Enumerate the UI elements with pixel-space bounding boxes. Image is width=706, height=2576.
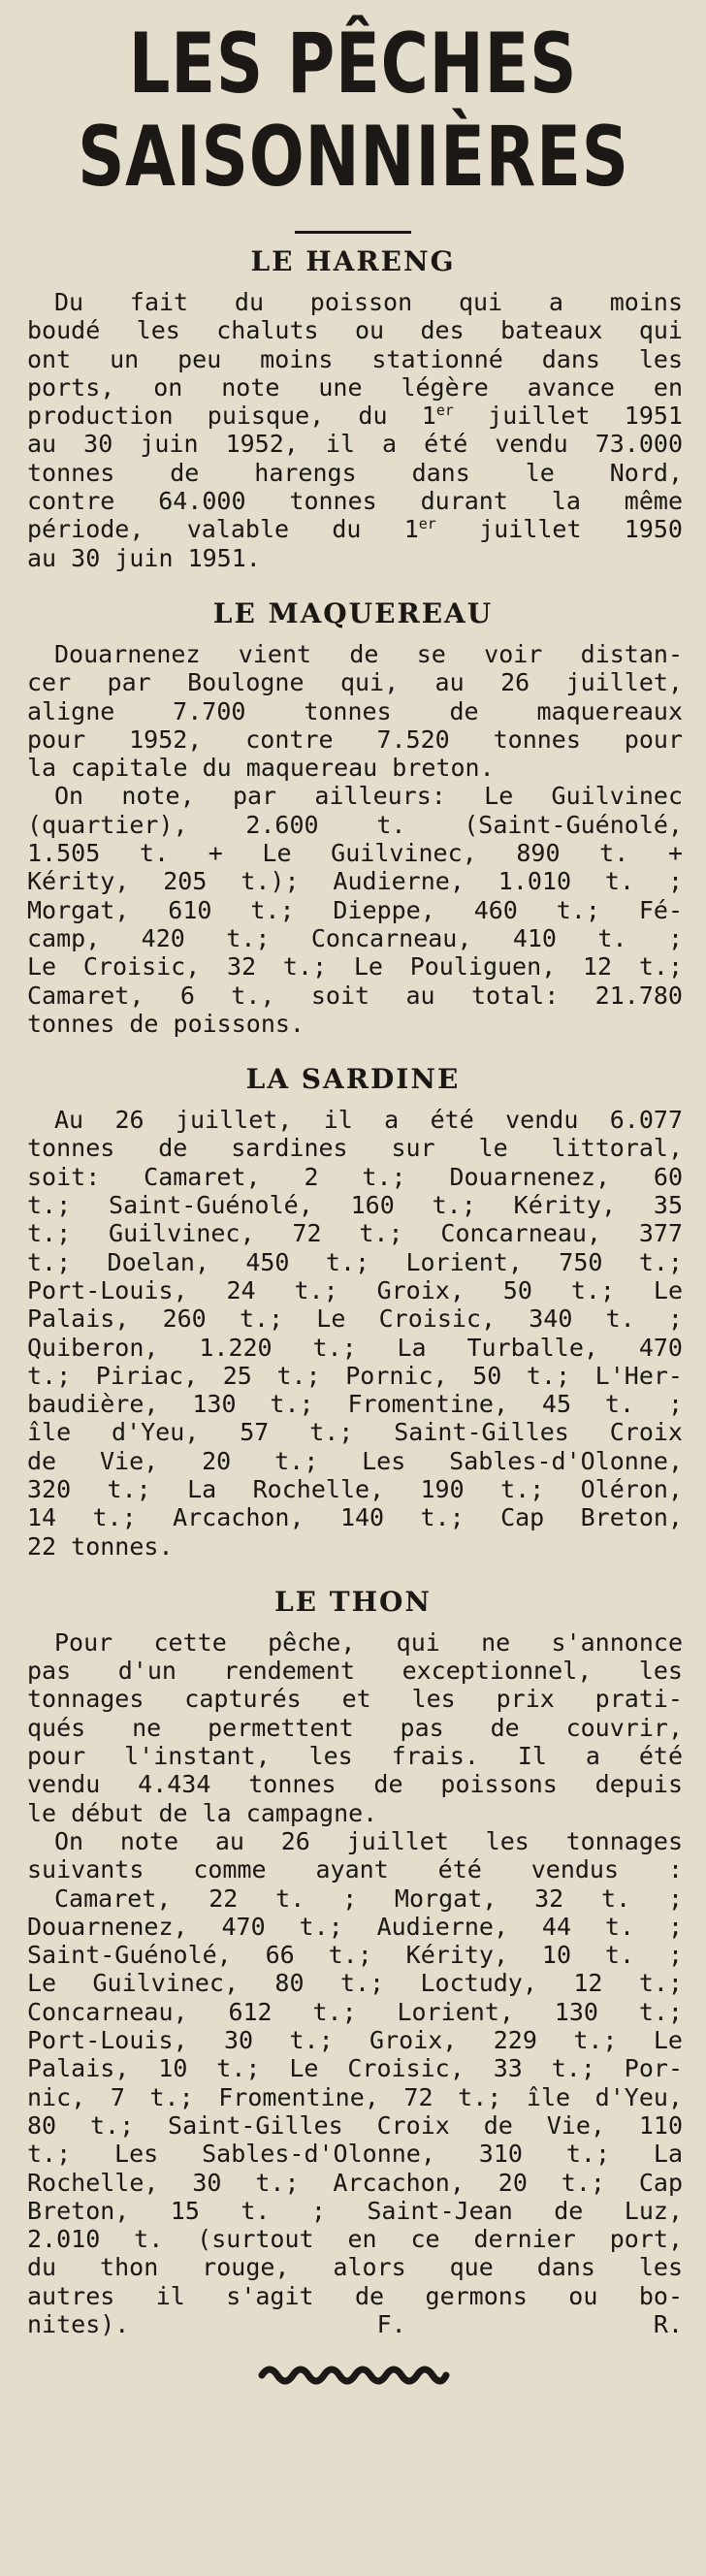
text-line: t.; Guilvinec, 72 t.; Concarneau, 377 [27,1219,683,1248]
text-line: ont un peu moins stationné dans les [27,344,683,373]
text-line-signature: nites). F. R. [27,2310,683,2338]
text-line: Saint-Guénolé, 66 t.; Kérity, 10 t. ; [27,1941,683,1970]
text-line: Camaret, 22 t. ; Morgat, 32 t. ; [54,1884,683,1913]
text-line: Breton, 15 t. ; Saint-Jean de Luz, [27,2196,683,2225]
section-sardine [0,1063,706,1561]
text-line: au 30 juin 1952, il a été vendu 73.000 [27,430,683,459]
text-line: Kérity, 205 t.); Audierne, 1.010 t. ; [27,867,683,896]
title-line-1: LES PÊCHES [128,16,578,113]
text-line: 22 tonnes. [27,1531,174,1561]
text-line: au 30 juin 1951. [27,543,261,572]
text-line: la capitale du maquereau breton. [27,754,495,783]
text-line: (quartier), 2.600 t. (Saint-Guénolé, [27,810,683,839]
text-line: nic, 7 t.; Fromentine, 72 t.; île d'Yeu, [27,2082,683,2111]
text-line: Douarnenez vient de se voir distan- [54,639,683,668]
text-line: Concarneau, 612 t.; Lorient, 130 t.; [27,1997,683,2026]
text-line: de Vie, 20 t.; Les Sables-d'Olonne, [27,1446,683,1475]
section-body [27,288,683,572]
text-line: 2.010 t. (surtout en ce dernier port, [27,2225,683,2254]
text-line: tonnes de harengs dans le Nord, [27,458,683,487]
text-line: qués ne permettent pas de couvrir, [27,1713,683,1742]
text-line: Du fait du poisson qui a moins [54,288,683,316]
text-line: Douarnenez, 470 t.; Audierne, 44 t. ; [27,1912,683,1941]
text-line: aligne 7.700 tonnes de maquereaux [27,696,683,725]
text-line: période, valable du 1er juillet 1950 [27,515,683,544]
text-line: pas d'un rendement exceptionnel, les [27,1657,683,1686]
title-line-2: SAISONNIÈRES [78,109,629,206]
text-line: Port-Louis, 24 t.; Groix, 50 t.; Le [27,1275,683,1304]
section-heading: LE HARENG [250,245,456,277]
text-line: pour 1952, contre 7.520 tonnes pour [27,724,683,754]
text-line: autres il s'agit de germons ou bo- [27,2281,683,2310]
text-line: tonnages capturés et les prix prati- [27,1685,683,1714]
text-line: Quiberon, 1.220 t.; La Turballe, 470 [27,1333,683,1362]
section-maquereau [0,597,706,1038]
text-line: ports, on note une légère avance en [27,372,683,402]
text-line: 14 t.; Arcachon, 140 t.; Cap Breton, [27,1503,683,1532]
text-line: Au 26 juillet, il a été vendu 6.077 [54,1106,683,1135]
text-line: vendu 4.434 tonnes de poissons depuis [27,1770,683,1799]
text-line: Rochelle, 30 t.; Arcachon, 20 t.; Cap [27,2168,683,2197]
text-line: t.; Saint-Guénolé, 160 t.; Kérity, 35 [27,1191,683,1220]
title-rule [295,231,411,234]
text-line: le début de la campagne. [27,1798,378,1827]
section-hareng [0,245,706,572]
text-line: cer par Boulogne qui, au 26 juillet, [27,668,683,697]
text-line: production puisque, du 1er juillet 1951 [27,402,683,431]
section-heading: LA SARDINE [245,1063,461,1096]
text-line: baudière, 130 t.; Fromentine, 45 t. ; [27,1390,683,1419]
section-body [27,1628,683,2338]
text-line: Le Guilvinec, 80 t.; Loctudy, 12 t.; [27,1969,683,1998]
text-line: du thon rouge, alors que dans les [27,2253,683,2282]
text-line: tonnes de poissons. [27,1009,305,1038]
text-line: Palais, 10 t.; Le Croisic, 33 t.; Por- [27,2054,683,2083]
text-line: camp, 420 t.; Concarneau, 410 t. ; [27,923,683,952]
text-line: t.; Les Sables-d'Olonne, 310 t.; La [27,2140,683,2169]
section-body [27,640,683,1038]
text-line: Port-Louis, 30 t.; Groix, 229 t.; Le [27,2026,683,2055]
text-line: 1.505 t. + Le Guilvinec, 890 t. + [27,839,683,868]
text-line: 80 t.; Saint-Gilles Croix de Vie, 110 [27,2110,683,2140]
text-line: boudé les chaluts ou des bateaux qui [27,316,683,345]
article-title [78,17,628,204]
text-line: Palais, 260 t.; Le Croisic, 340 t. ; [27,1304,683,1334]
section-heading: LE THON [273,1585,433,1618]
text-line: île d'Yeu, 57 t.; Saint-Gilles Croix [27,1418,683,1447]
text-line: tonnes de sardines sur le littoral, [27,1134,683,1163]
text-line: On note, par ailleurs: Le Guilvinec [54,782,683,811]
text-line: Pour cette pêche, qui ne s'annonce [54,1627,683,1657]
text-line: pour l'instant, les frais. Il a été [27,1742,683,1771]
article [0,17,706,2576]
text-line: suivants comme ayant été vendus : [27,1855,683,1884]
text-line: Le Croisic, 32 t.; Le Pouliguen, 12 t.; [27,952,683,982]
section-thon [0,1586,706,2338]
text-line: contre 64.000 tonnes durant la même [27,487,683,516]
section-heading: LE MAQUEREAU [212,596,494,629]
text-line: t.; Doelan, 450 t.; Lorient, 750 t.; [27,1247,683,1276]
text-line: Morgat, 610 t.; Dieppe, 460 t.; Fé- [27,895,683,924]
end-ornament [256,2360,450,2389]
text-line: On note au 26 juillet les tonnages [54,1826,683,1855]
text-line: soit: Camaret, 2 t.; Douarnenez, 60 [27,1162,683,1191]
text-line: Camaret, 6 t., soit au total: 21.780 [27,981,683,1010]
text-line: 320 t.; La Rochelle, 190 t.; Oléron, [27,1474,683,1503]
section-body [27,1106,683,1561]
text-line: t.; Piriac, 25 t.; Pornic, 50 t.; L'Her- [27,1361,683,1390]
